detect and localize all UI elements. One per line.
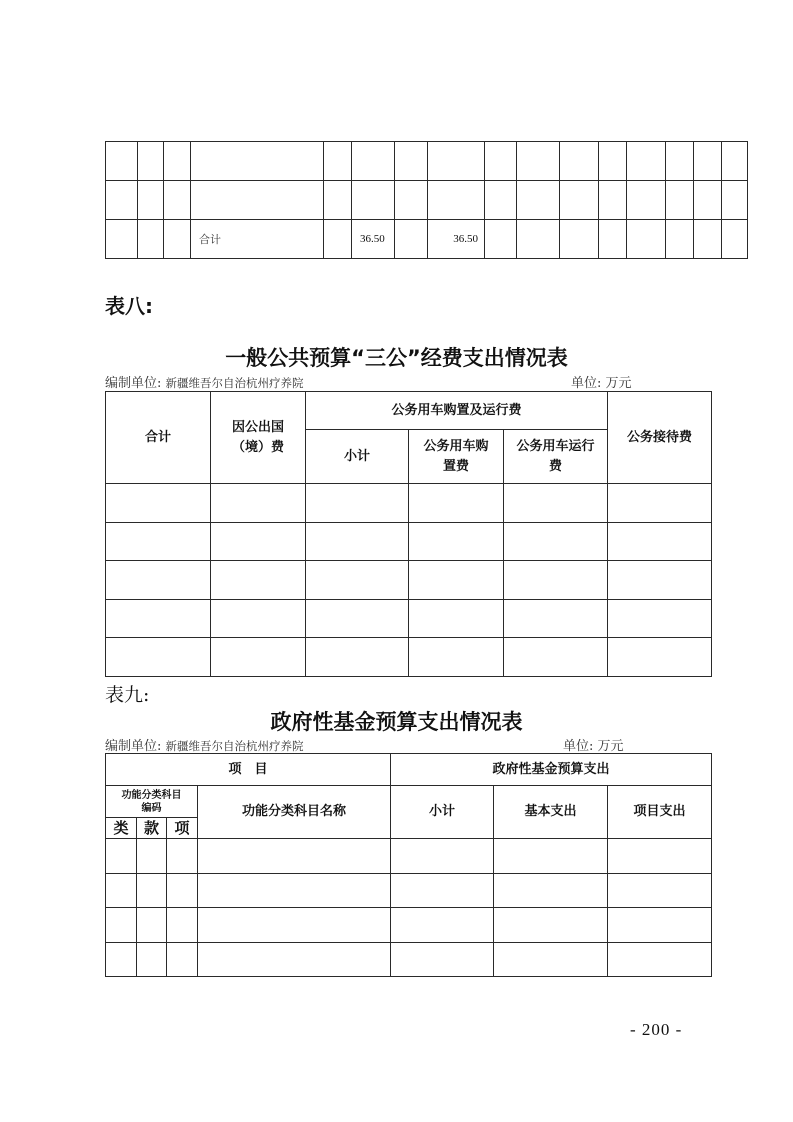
table-cell — [106, 839, 137, 874]
table-cell — [504, 522, 608, 561]
table-row — [106, 942, 712, 977]
table-cell — [409, 638, 504, 677]
table-cell — [191, 181, 324, 220]
table-cell — [164, 181, 191, 220]
header-vehicle-purchase — [409, 430, 504, 484]
table-cell — [504, 638, 608, 677]
header-reception: 公务接待费 — [608, 392, 712, 484]
table9-label: 表九: — [105, 684, 150, 706]
table9-org — [105, 735, 304, 754]
table-cell — [666, 220, 694, 259]
table-cell — [599, 142, 627, 181]
table-cell — [560, 142, 599, 181]
header-total: 合计 — [106, 392, 211, 484]
table-cell — [137, 839, 167, 874]
table-cell — [599, 181, 627, 220]
table-cell — [599, 220, 627, 259]
header-vehicle-operation-line2: 费 — [548, 458, 562, 474]
table-cell — [517, 220, 560, 259]
table8-unit: 单位: 万元 — [571, 376, 632, 391]
table-cell — [137, 942, 167, 977]
header-vehicle-purchase-line1: 公务用车购 — [423, 438, 489, 454]
table-cell — [395, 220, 428, 259]
table-cell — [608, 908, 712, 943]
table-row — [106, 142, 748, 181]
table-cell — [138, 142, 164, 181]
org-label: 编制单位: — [105, 739, 162, 754]
table-cell — [211, 638, 306, 677]
table-row — [106, 873, 712, 908]
table-row — [106, 220, 748, 259]
table-cell — [138, 220, 164, 259]
table-cell — [560, 181, 599, 220]
table-cell — [608, 638, 712, 677]
table-cell — [324, 220, 352, 259]
table-cell — [485, 181, 517, 220]
table-cell — [106, 220, 138, 259]
header-class: 类 — [106, 818, 137, 839]
table-cell — [608, 839, 712, 874]
table-cell — [517, 181, 560, 220]
table-cell — [608, 561, 712, 600]
table9-unit: 单位: 万元 — [563, 739, 624, 754]
table-row — [106, 561, 712, 600]
table-cell — [391, 908, 494, 943]
table-cell — [391, 942, 494, 977]
table-cell — [504, 484, 608, 523]
table-cell — [395, 181, 428, 220]
table-cell — [395, 142, 428, 181]
table-cell — [722, 220, 748, 259]
table-cell — [106, 561, 211, 600]
header-fund-expense: 政府性基金预算支出 — [391, 754, 712, 786]
table8 — [105, 391, 712, 677]
header-code-line2: 编码 — [141, 802, 162, 814]
table-cell — [164, 142, 191, 181]
table-cell — [211, 522, 306, 561]
table-cell — [391, 873, 494, 908]
header-item: 项 目 — [106, 754, 391, 786]
table-cell — [409, 561, 504, 600]
table-cell — [106, 599, 211, 638]
table-row — [106, 522, 712, 561]
table-cell — [198, 908, 391, 943]
table-cell — [306, 561, 409, 600]
table-cell — [167, 942, 198, 977]
table-cell — [106, 908, 137, 943]
table-cell — [485, 220, 517, 259]
table-cell — [137, 908, 167, 943]
header-subtotal: 小计 — [306, 430, 409, 484]
table-cell — [627, 142, 666, 181]
table-cell — [211, 561, 306, 600]
table-cell — [106, 873, 137, 908]
table-cell — [409, 484, 504, 523]
table7-tail — [105, 141, 748, 259]
table-cell — [352, 181, 395, 220]
table-cell — [504, 599, 608, 638]
table-cell — [608, 599, 712, 638]
org-name: 新疆维吾尔自治杭州疗养院 — [165, 376, 304, 390]
header-code-line1: 功能分类科目 — [121, 789, 182, 801]
header-code — [106, 786, 198, 818]
table-cell — [494, 839, 608, 874]
header-subtotal: 小计 — [391, 786, 494, 839]
table-cell — [106, 484, 211, 523]
table-cell — [722, 142, 748, 181]
header-project: 项目支出 — [608, 786, 712, 839]
header-section: 款 — [137, 818, 167, 839]
table-cell — [409, 599, 504, 638]
header-abroad — [211, 392, 306, 484]
header-vehicle-purchase-line2: 置费 — [442, 458, 469, 474]
table-cell — [164, 220, 191, 259]
table-cell — [694, 142, 722, 181]
table-cell — [137, 873, 167, 908]
table-row — [106, 908, 712, 943]
header-abroad-line2: （境）费 — [231, 439, 284, 455]
table-cell — [167, 873, 198, 908]
table-cell — [428, 142, 485, 181]
org-label: 编制单位: — [105, 376, 162, 391]
table-row — [106, 638, 712, 677]
table-cell — [627, 181, 666, 220]
table-cell — [211, 484, 306, 523]
table-cell — [560, 220, 599, 259]
table-row — [106, 181, 748, 220]
table-cell — [106, 181, 138, 220]
header-name: 功能分类科目名称 — [198, 786, 391, 839]
table-cell — [608, 942, 712, 977]
table-cell — [391, 839, 494, 874]
table8-label: 表八: — [105, 294, 153, 318]
table-cell — [167, 908, 198, 943]
header-vehicle-operation-line1: 公务用车运行 — [516, 438, 595, 454]
table-cell — [352, 142, 395, 181]
table-cell — [494, 908, 608, 943]
table-row — [106, 599, 712, 638]
table8-org — [105, 372, 304, 391]
table-cell — [517, 142, 560, 181]
table-cell: 合计 — [191, 220, 324, 259]
table-cell — [324, 142, 352, 181]
table-cell — [198, 942, 391, 977]
table-cell — [138, 181, 164, 220]
table-cell — [191, 142, 324, 181]
table-cell — [608, 484, 712, 523]
table-cell — [504, 561, 608, 600]
table-cell — [666, 142, 694, 181]
header-vehicle-operation — [504, 430, 608, 484]
table-cell — [694, 181, 722, 220]
table-cell — [694, 220, 722, 259]
table-cell — [666, 181, 694, 220]
table-cell: 36.50 — [352, 220, 395, 259]
table-cell — [722, 181, 748, 220]
table-cell — [494, 942, 608, 977]
table-cell — [306, 522, 409, 561]
table8-title: 一般公共预算“三公”经费支出情况表 — [225, 346, 568, 370]
table-row — [106, 484, 712, 523]
table-cell — [306, 484, 409, 523]
org-name: 新疆维吾尔自治杭州疗养院 — [165, 739, 304, 753]
table-cell — [608, 522, 712, 561]
table-cell — [409, 522, 504, 561]
table-cell — [198, 839, 391, 874]
table-cell — [167, 839, 198, 874]
page-number: - 200 - — [630, 1020, 683, 1039]
table-cell — [608, 873, 712, 908]
table-cell — [485, 142, 517, 181]
table-cell — [627, 220, 666, 259]
table-cell — [306, 599, 409, 638]
table-cell — [198, 873, 391, 908]
header-basic: 基本支出 — [494, 786, 608, 839]
header-abroad-line1: 因公出国 — [231, 419, 284, 435]
table-row — [106, 839, 712, 874]
table9-title: 政府性基金预算支出情况表 — [270, 710, 523, 734]
table-cell — [106, 522, 211, 561]
table-cell — [106, 142, 138, 181]
header-entry: 项 — [167, 818, 198, 839]
table-cell — [324, 181, 352, 220]
table9 — [105, 753, 712, 977]
table-cell — [494, 873, 608, 908]
table-cell — [106, 638, 211, 677]
table-cell — [211, 599, 306, 638]
table-cell — [106, 942, 137, 977]
table-cell — [428, 181, 485, 220]
header-vehicle-group: 公务用车购置及运行费 — [306, 392, 608, 430]
table-cell — [306, 638, 409, 677]
table-cell: 36.50 — [428, 220, 485, 259]
